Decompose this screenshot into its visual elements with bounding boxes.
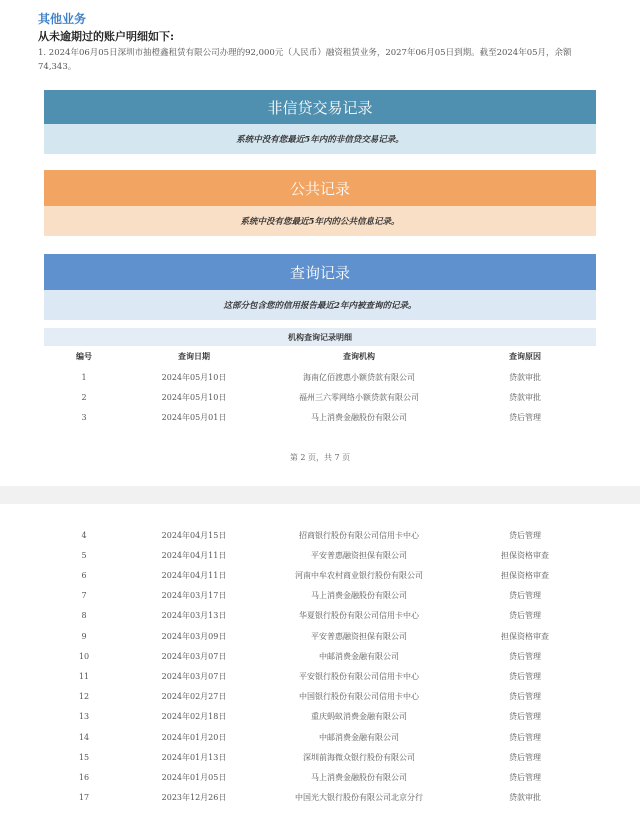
row-date: 2024年04月11日 [161,550,227,560]
row-number: 3 [81,412,87,422]
row-number: 8 [81,611,87,621]
row-institution: 中国银行股份有限公司信用卡中心 [299,692,419,702]
row-institution: 重庆蚂蚁消费金融有限公司 [311,712,407,722]
header-institution: 查询机构 [343,350,375,361]
table-row [44,546,596,564]
row-date: 2024年04月15日 [161,530,227,540]
row-date: 2024年03月07日 [161,671,227,681]
header-date: 查询日期 [178,350,210,361]
row-institution: 海南亿佰渡惠小额贷款有限公司 [303,372,415,382]
table-row [44,607,596,625]
row-reason: 担保资格审查 [501,550,549,560]
row-number: 1 [81,372,87,382]
table-row [44,408,596,426]
row-reason: 贷后管理 [509,412,541,422]
row-reason: 贷后管理 [509,611,541,621]
row-number: 11 [78,671,90,681]
table-row [44,748,596,766]
row-reason: 贷后管理 [509,772,541,782]
table-row [44,368,596,386]
row-reason: 贷后管理 [509,712,541,722]
row-reason: 贷后管理 [509,530,541,540]
row-date: 2024年02月18日 [161,712,227,722]
row-institution: 马上消费金融股份有限公司 [311,591,407,601]
row-reason: 贷后管理 [509,591,541,601]
report-page-3 [0,504,640,820]
row-reason: 贷后管理 [509,752,541,762]
row-number: 12 [78,692,90,702]
row-date: 2024年05月10日 [161,392,227,402]
public-record-header: 公共记录 [44,170,596,206]
row-date: 2024年03月17日 [161,591,227,601]
row-number: 14 [78,732,90,742]
page-indicator: 第 2 页，共 7 页 [289,453,351,462]
row-reason: 贷后管理 [509,651,541,661]
row-number: 9 [81,631,87,641]
table-row [44,728,596,746]
table-row [44,708,596,726]
table-row [44,768,596,786]
header-reason: 查询原因 [509,350,541,361]
table-row [44,667,596,685]
table-row [44,526,596,544]
row-reason: 贷款审批 [509,392,541,402]
page-separator [0,486,640,504]
row-date: 2024年01月05日 [161,772,227,782]
row-number: 13 [78,712,90,722]
row-number: 2 [81,392,87,402]
row-reason: 贷后管理 [509,692,541,702]
row-date: 2024年01月20日 [161,732,227,742]
query-detail-subheader: 机构查询记录明细 [44,328,596,346]
row-institution: 招商银行股份有限公司信用卡中心 [299,530,419,540]
row-reason: 担保资格审查 [501,570,549,580]
non-credit-note: 系统中没有您最近5年内的非信贷交易记录。 [44,124,596,154]
header-number: 编号 [76,350,92,361]
account-item: 1. 2024年06月05日深圳市抽橙鑫租赁有限公司办理的92,000元（人民币）融资租赁业务，2027年06月05日到期。截至2024年05月，余额74,343。 [38,48,572,72]
row-number: 4 [81,530,87,540]
row-number: 6 [81,570,87,580]
row-number: 7 [81,591,87,601]
row-reason: 贷款审批 [509,793,541,803]
row-institution: 平安普惠融资担保有限公司 [311,631,407,641]
table-row [44,789,596,807]
row-date: 2024年05月01日 [161,412,227,422]
row-institution: 中邮消费金融有限公司 [319,651,399,661]
row-institution: 平安普惠融资担保有限公司 [311,550,407,560]
public-record-note: 系统中没有您最近5年内的公共信息记录。 [44,206,596,236]
table-row [44,587,596,605]
row-date: 2024年01月13日 [161,752,227,762]
table-row [44,566,596,584]
row-number: 16 [78,772,90,782]
row-reason: 贷款审批 [509,372,541,382]
row-date: 2024年03月07日 [161,651,227,661]
table-row [44,388,596,406]
section-title: 其他业务 [38,12,87,26]
table-row [44,688,596,706]
row-date: 2024年05月10日 [161,372,227,382]
row-institution: 福州三六零网络小额贷款有限公司 [299,392,419,402]
row-number: 5 [81,550,87,560]
row-institution: 平安银行股份有限公司信用卡中心 [299,671,419,681]
row-institution: 马上消费金融股份有限公司 [311,772,407,782]
row-date: 2023年12月26日 [161,793,227,803]
row-institution: 马上消费金融股份有限公司 [311,412,407,422]
row-reason: 担保资格审查 [501,631,549,641]
row-reason: 贷后管理 [509,732,541,742]
account-title: 从未逾期过的账户明细如下: [38,30,175,43]
row-institution: 中国光大银行股份有限公司北京分行 [295,793,423,803]
query-record-note: 这部分包含您的信用报告最近2年内被查询的记录。 [44,290,596,320]
row-date: 2024年04月11日 [161,570,227,580]
row-institution: 中邮消费金融有限公司 [319,732,399,742]
row-number: 10 [78,651,90,661]
row-institution: 深圳前海微众银行股份有限公司 [303,752,415,762]
row-date: 2024年03月13日 [161,611,227,621]
row-number: 15 [78,752,90,762]
query-record-header: 查询记录 [44,254,596,290]
table-row [44,647,596,665]
row-institution: 河南中牟农村商业银行股份有限公司 [295,570,423,580]
table-row [44,627,596,645]
query-table-header [44,348,596,364]
non-credit-header: 非信贷交易记录 [44,90,596,124]
row-date: 2024年03月09日 [161,631,227,641]
row-number: 17 [78,793,90,803]
row-date: 2024年02月27日 [161,692,227,702]
row-reason: 贷后管理 [509,671,541,681]
row-institution: 华夏银行股份有限公司信用卡中心 [299,611,419,621]
